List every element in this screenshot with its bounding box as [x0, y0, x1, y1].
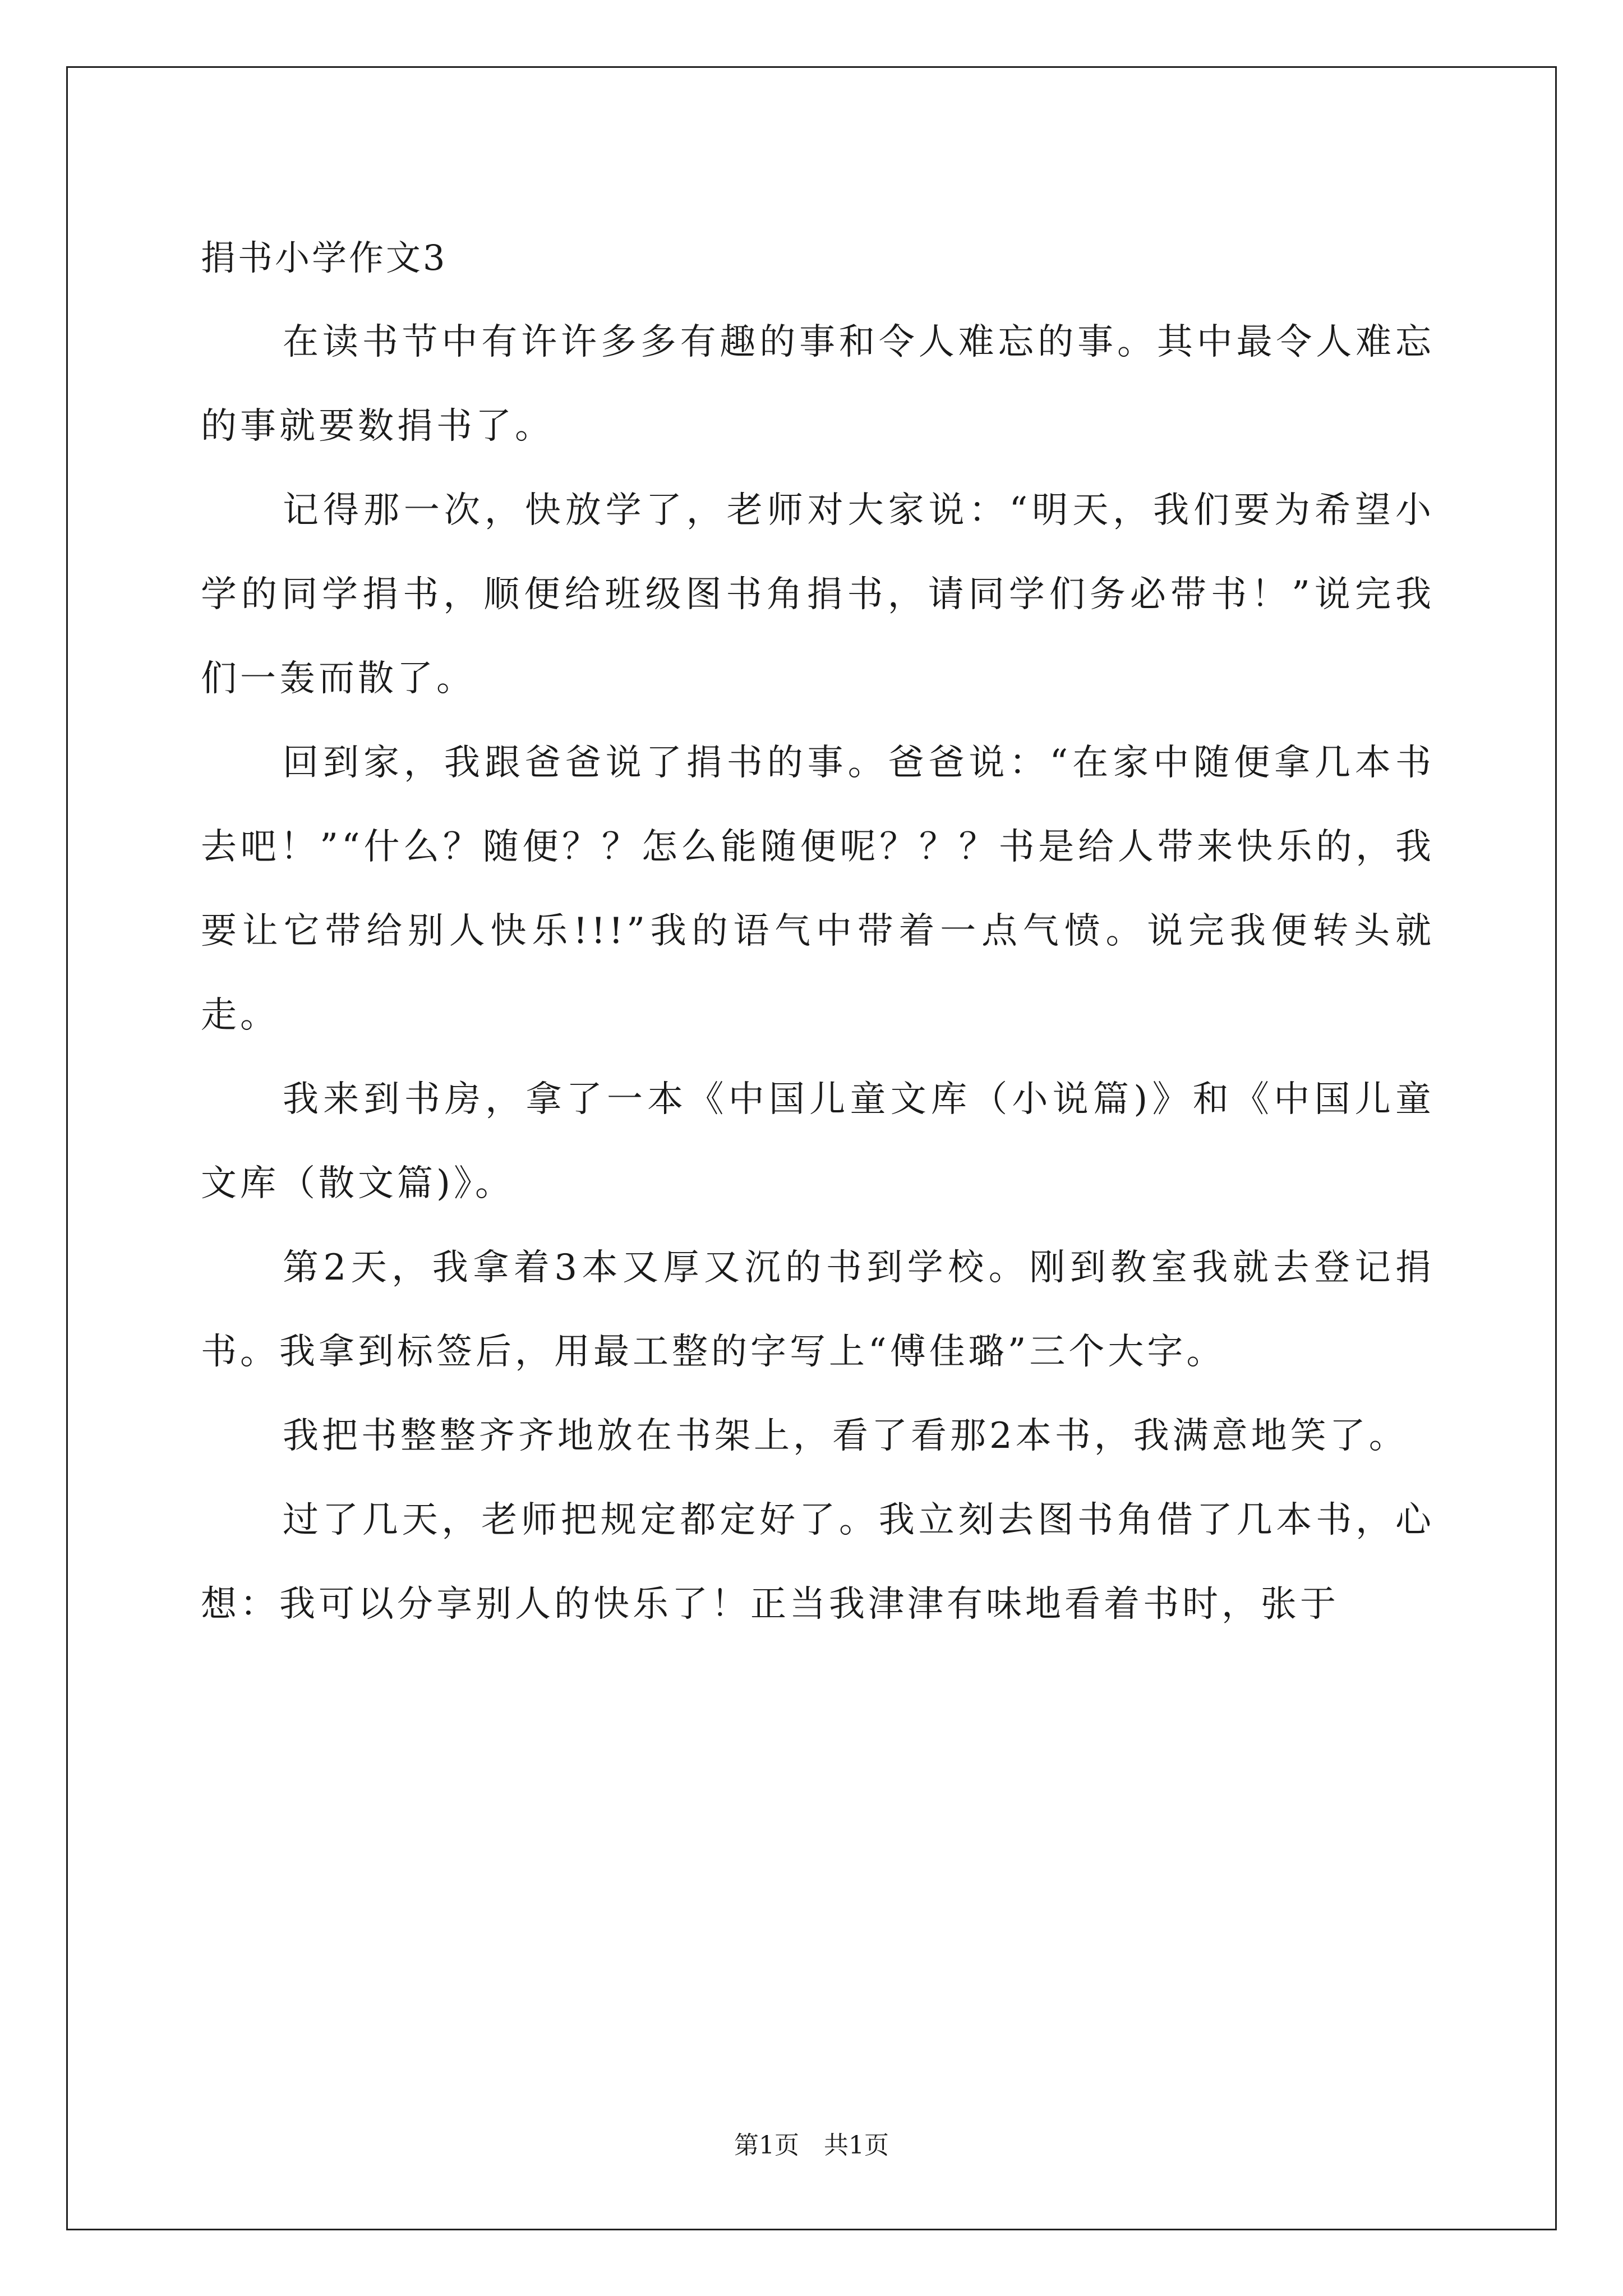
paragraph-2: 记得那一次，快放学了，老师对大家说：“明天，我们要为希望小学的同学捐书，顺便给班级图书角捐书，请同学们务必带书！”说完我们一轰而散了。 — [201, 490, 1435, 700]
paragraph-5: 第2天，我拿着3本又厚又沉的书到学校。刚到教室我就去登记捐书。我拿到标签后，用最工整的字写上“傅佳璐”三个大字。 — [201, 1247, 1435, 1373]
paragraph-4: 我来到书房，拿了一本《中国儿童文库（小说篇)》和《中国儿童文库（散文篇)》。 — [201, 1079, 1435, 1204]
paragraph-6: 我把书整整齐齐地放在书架上，看了看那2本书，我满意地笑了。 — [283, 1415, 1408, 1457]
paragraph-1: 在读书节中有许许多多有趣的事和令人难忘的事。其中最令人难忘的事就要数捐书了。 — [201, 321, 1435, 447]
paragraph-7: 过了几天，老师把规定都定好了。我立刻去图书角借了几本书，心想：我可以分享别人的快乐了！正当我津津有味地看着书时，张于 — [201, 1499, 1435, 1625]
document-body — [201, 216, 1435, 1646]
page-number-footer: 第1页 共1页 — [734, 2131, 889, 2160]
document-title: 捐书小学作文3 — [201, 237, 448, 278]
paragraph-3: 回到家，我跟爸爸说了捐书的事。爸爸说：“在家中随便拿几本书去吧！”“什么？随便？？怎么能随便呢？？？书是给人带来快乐的，我要让它带给别人快乐!!!”我的语气中带着一点气愤。说完我便转头就走。 — [201, 742, 1435, 1036]
